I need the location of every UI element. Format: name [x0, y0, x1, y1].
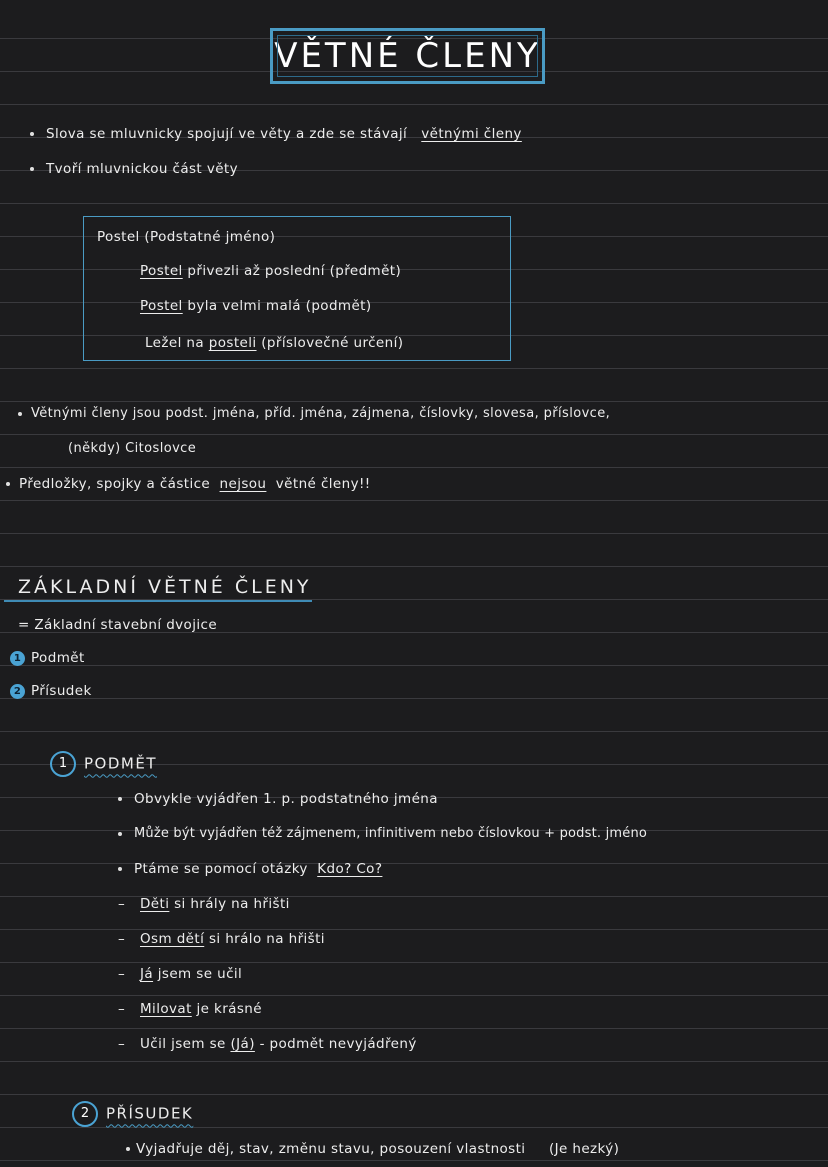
podmet-heading: PODMĚT [84, 754, 157, 773]
basic-item-2-label: Přísudek [31, 683, 92, 699]
podmet-example-emph: Milovat [140, 1001, 192, 1017]
podmet-example-emph: (Já) [230, 1036, 255, 1052]
prisudek-bullet-1 [126, 1141, 619, 1157]
intro-bullet-1 [30, 126, 522, 142]
podmet-heading-row [50, 751, 157, 777]
podmet-example-rest: - podmět nevyjádřený [259, 1036, 417, 1052]
podmet-example-2 [118, 931, 325, 947]
example-pre: Ležel na [145, 335, 205, 351]
bullet-dot [118, 797, 122, 801]
notes-line-1: Větnými členy jsou podst. jména, příd. jména, zájmena, číslovky, slovesa, příslovce, [31, 406, 611, 421]
podmet-example-1 [118, 896, 290, 912]
podmet-example-emph: Osm dětí [140, 931, 205, 947]
example-emph: posteli [208, 335, 257, 351]
number-1-ring-icon: 1 [50, 751, 76, 777]
notes-bullet-1 [18, 406, 610, 421]
intro-emphasis: větnými členy [421, 126, 522, 142]
number-2-icon: 2 [10, 684, 25, 699]
basic-definition: = Základní stavební dvojice [18, 617, 218, 633]
bullet-dot [6, 482, 10, 486]
podmet-example-3 [118, 966, 242, 982]
podmet-example-5 [118, 1036, 417, 1052]
dash-icon: – [118, 1001, 126, 1017]
dash-icon: – [118, 1036, 126, 1052]
podmet-bullet-2-text: Může být vyjádřen též zájmenem, infinitivem nebo číslovkou + podst. jméno [134, 826, 648, 841]
podmet-example-rest: si hrálo na hřišti [208, 931, 325, 947]
intro-line-2: Tvoří mluvnickou část věty [46, 161, 238, 177]
podmet-bullet-2 [118, 826, 647, 841]
notes-bullet-2 [6, 476, 371, 492]
bullet-dot [118, 832, 122, 836]
dash-icon: – [118, 896, 126, 912]
podmet-example-pre: Učil jsem se [140, 1036, 226, 1052]
basic-heading-underline [4, 600, 312, 602]
prisudek-heading-row [72, 1101, 193, 1127]
bullet-dot [30, 132, 34, 136]
basic-item-2 [10, 683, 92, 699]
intro-bullet-2 [30, 161, 238, 177]
example-rest: přivezli až poslední (předmět) [187, 263, 402, 279]
bullet-dot [30, 167, 34, 171]
prisudek-bullet-text: Vyjadřuje děj, stav, změnu stavu, posouzení vlastnosti [136, 1141, 526, 1157]
podmet-bullet-1 [118, 791, 438, 807]
notes-line-2-post: větné členy!! [275, 476, 371, 492]
example-row-2 [140, 298, 372, 314]
notes-line-2-pre: Předložky, spojky a částice [19, 476, 211, 492]
podmet-example-emph: Děti [140, 896, 170, 912]
example-row-1 [140, 263, 401, 279]
basic-heading: ZÁKLADNÍ VĚTNÉ ČLENY [18, 576, 312, 598]
podmet-example-rest: si hrály na hřišti [174, 896, 290, 912]
notes-line-1b: (někdy) Citoslovce [68, 441, 197, 456]
podmet-example-rest: je krásné [196, 1001, 262, 1017]
basic-item-1 [10, 650, 85, 666]
example-emph: Postel [140, 263, 183, 279]
example-emph: Postel [140, 298, 183, 314]
bullet-dot [126, 1147, 130, 1151]
podmet-question: Ptáme se pomocí otázky [134, 861, 308, 877]
dash-icon: – [118, 931, 126, 947]
podmet-example-4 [118, 1001, 262, 1017]
page-title: VĚTNÉ ČLENY [270, 28, 545, 84]
basic-item-1-label: Podmět [31, 650, 85, 666]
prisudek-aside: (Je hezký) [548, 1141, 620, 1157]
podmet-example-emph: Já [140, 966, 154, 982]
example-box-header: Postel (Podstatné jméno) [97, 229, 276, 245]
number-1-icon: 1 [10, 651, 25, 666]
bullet-dot [18, 412, 22, 416]
podmet-bullet-3 [118, 861, 382, 877]
dash-icon: – [118, 966, 126, 982]
podmet-bullet-1-text: Obvykle vyjádřen 1. p. podstatného jména [134, 791, 438, 807]
podmet-example-rest: jsem se učil [157, 966, 243, 982]
number-2-ring-icon: 2 [72, 1101, 98, 1127]
bullet-dot [118, 867, 122, 871]
intro-line-1: Slova se mluvnicky spojují ve věty a zde se stávají [46, 126, 408, 142]
example-rest: byla velmi malá (podmět) [187, 298, 372, 314]
prisudek-heading: PŘÍSUDEK [106, 1104, 194, 1123]
example-row-3 [145, 335, 403, 351]
podmet-question-emph: Kdo? Co? [317, 861, 383, 877]
notes-line-2-emph: nejsou [219, 476, 267, 492]
example-rest: (příslovečné určení) [261, 335, 404, 351]
